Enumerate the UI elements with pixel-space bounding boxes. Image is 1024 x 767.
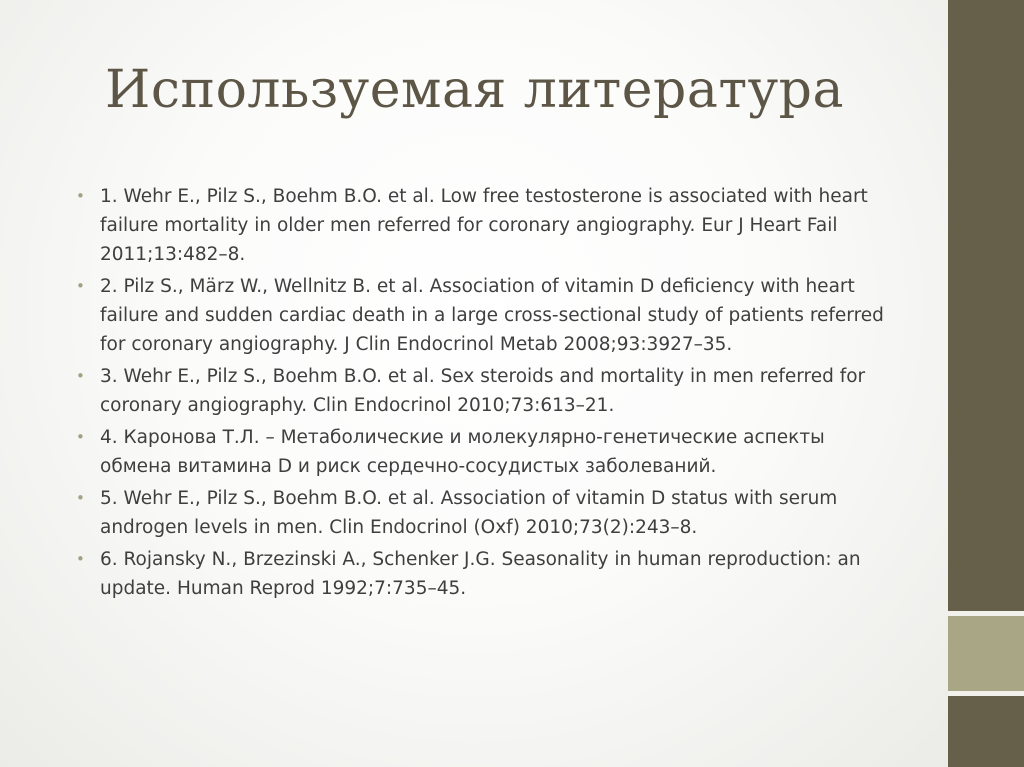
reference-item <box>76 484 896 542</box>
reference-item <box>76 182 896 269</box>
bullet-icon: • <box>76 428 85 446</box>
reference-text: 6. Rojansky N., Brzezinski A., Schenker J.G. Seasonality in human reproduction: an update. Human Reprod 1992;7:735–45. <box>100 549 861 599</box>
bullet-icon: • <box>76 187 85 205</box>
slide-title: Используемая литература <box>105 60 844 120</box>
reference-item <box>76 362 896 420</box>
reference-text: 2. Pilz S., März W., Wellnitz B. et al. Association of vitamin D deficiency with heart failure and sudden cardiac death in a large cross-sectional study of patients referred for coronary angiography. J Clin Endocrinol Metab 2008;93:3927–35. <box>100 276 884 355</box>
reference-item <box>76 423 896 481</box>
reference-item <box>76 272 896 359</box>
reference-text: 1. Wehr E., Pilz S., Boehm B.O. et al. Low free testosterone is associated with heart failure mortality in older men referred for coronary angiography. Eur J Heart Fail 2011;13:482–8. <box>100 186 868 265</box>
side-divider <box>948 691 1024 696</box>
bullet-icon: • <box>76 367 85 385</box>
reference-text: 3. Wehr E., Pilz S., Boehm B.O. et al. Sex steroids and mortality in men referred for coronary angiography. Clin Endocrinol 2010;73:613–21. <box>100 366 866 416</box>
bullet-icon: • <box>76 550 85 568</box>
side-accent-block <box>948 616 1024 691</box>
bullet-icon: • <box>76 489 85 507</box>
reference-text: 4. Каронова Т.Л. – Метаболические и молекулярно-генетические аспекты обмена витамина D и риск сердечно-сосудистых заболеваний. <box>100 427 825 477</box>
reference-text: 5. Wehr E., Pilz S., Boehm B.O. et al. Association of vitamin D status with serum androgen levels in men. Clin Endocrinol (Oxf) 2010;73(2):243–8. <box>100 488 838 538</box>
bullet-icon: • <box>76 277 85 295</box>
reference-list <box>76 182 896 606</box>
reference-item <box>76 545 896 603</box>
